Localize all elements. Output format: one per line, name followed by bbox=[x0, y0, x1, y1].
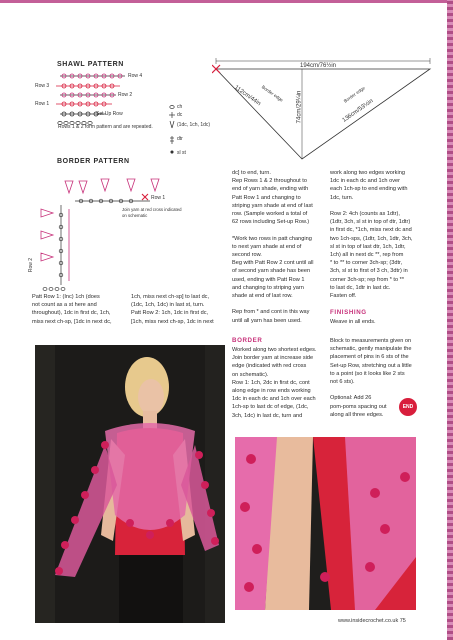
border-row1-label: Row 1 bbox=[151, 195, 166, 201]
schematic-right-side: 136cm/53½in bbox=[341, 98, 375, 124]
chart-row-2 bbox=[60, 93, 116, 97]
chart-key-symbols bbox=[169, 106, 175, 154]
border-row2-label: Row 2 bbox=[28, 257, 35, 273]
right-border-stripe bbox=[447, 0, 453, 640]
row3-label: Row 3 bbox=[35, 83, 50, 89]
schematic-top-width: 194cm/76½in bbox=[300, 63, 337, 69]
schematic-left-side: 112cm/44in bbox=[233, 84, 262, 108]
text-column-4-bottom: Block to measurements given on schematic, gently manipulate the placement of pins in 6 sts of the Set-up Row, stretching out a little to a point (so it looks like 2 sts not 6 sts). Optional: Add 26 pom-poms spacing out along all three edges. bbox=[330, 338, 412, 418]
row2-label: Row 2 bbox=[118, 92, 133, 98]
schematic-border-edge-right: Border edge bbox=[342, 85, 366, 104]
border-pattern-heading: BORDER PATTERN bbox=[57, 158, 130, 165]
key-dc-label: dc bbox=[177, 112, 183, 118]
setup-row-label: Set Up Row bbox=[96, 111, 123, 117]
rows-repeat-note: Rows 1 & 2 form pattern and are repeated. bbox=[58, 124, 153, 130]
text-column-3-bottom: Worked along two shortest edges. Join border yarn at increase side edge (indicated with red cross on schematic). Row 1: 1ch, 2dc in first dc, cont along edge in row ends working 1dc in each dc and 1ch over each 1ch-sp to last dc of edge, (1dc, 3ch, 1dc) in last dc, turn and bbox=[232, 347, 317, 419]
chart-row-3 bbox=[56, 84, 120, 88]
end-badge: END bbox=[399, 398, 417, 416]
schematic-depth: 74cm/29¼in bbox=[296, 90, 303, 124]
shawl-schematic bbox=[212, 55, 437, 165]
finishing-text: Weave in all ends. bbox=[330, 319, 376, 325]
key-dtr-label: dtr bbox=[177, 136, 183, 142]
row4-label: Row 4 bbox=[128, 73, 143, 79]
text-column-1: Patt Row 1: (Inc) 1ch (does not count as a st here and throughout), 1dc in first dc, 1ch, miss next ch-sp, [1dc in next dc, bbox=[32, 294, 112, 325]
page-footer: www.insidecrochet.co.uk 75 bbox=[338, 618, 406, 624]
text-column-2: 1ch, miss next ch-sp] to last dc, (1dc, 1ch, 1dc) in last st, turn. Patt Row 2: 1ch, 1dc in first dc, [1ch, miss next ch-sp, 1dc in next bbox=[131, 294, 214, 325]
border-section-heading: BORDER bbox=[232, 337, 263, 344]
top-border-stripe bbox=[0, 0, 453, 3]
row1-label: Row 1 bbox=[35, 101, 50, 107]
text-column-4-top: work along two edges working 1dc in each dc and 1ch over each 1ch-sp to end ending with 1dc, turn. Row 2: 4ch (counts as 1dtr), (1dtr, 3ch, sl st in top of dtr, 1dtr) in first dc, *1ch, miss next dc and two 1ch-sps, (1dtr, 1ch, 1dtr, 3ch, sl st in top of last dtr, 1ch, 1dtr, 1ch) all in next dc **, rep from * to ** to corner 3ch-sp; (3dtr, 3ch, sl st to first of 3 ch, 3dtr) in corner 3ch-sp; rep from * to ** to last dc, 1dtr in last dc. Fasten off. bbox=[330, 170, 413, 300]
key-ch-label: ch bbox=[177, 104, 183, 110]
shawl-pattern-heading: SHAWL PATTERN bbox=[57, 61, 124, 68]
text-column-3-top: dc] to end, turn. Rep Rows 1 & 2 throughout to end of yarn shade, ending with Patt Row 1 and changing to striping yarn shade at end of last row. (Sample worked a total of 62 rows including Set-up Row.) *Work two rows in patt changing to next yarn shade at end of second row. Beg with Patt Row 2 cont until all of second yarn shade has been used, ending with Patt Row 1 and changing to striping yarn shade at end of last row. Rep from * and cont in this way until all yarn has been used. bbox=[232, 170, 314, 324]
key-slst-label: sl st bbox=[177, 150, 186, 156]
model-photo bbox=[35, 345, 225, 623]
key-group-label: (1dc, 1ch, 1dc) bbox=[177, 122, 211, 128]
finishing-heading: FINISHING bbox=[330, 309, 367, 316]
schematic-border-edge-left: Border edge bbox=[260, 84, 284, 103]
border-stitch-chart bbox=[25, 165, 185, 295]
chart-row-1 bbox=[56, 102, 112, 106]
join-yarn-note: Join yarn at red cross indicated on schematic bbox=[122, 207, 182, 218]
shawl-closeup-photo bbox=[235, 437, 416, 610]
chart-row-4 bbox=[60, 74, 125, 78]
